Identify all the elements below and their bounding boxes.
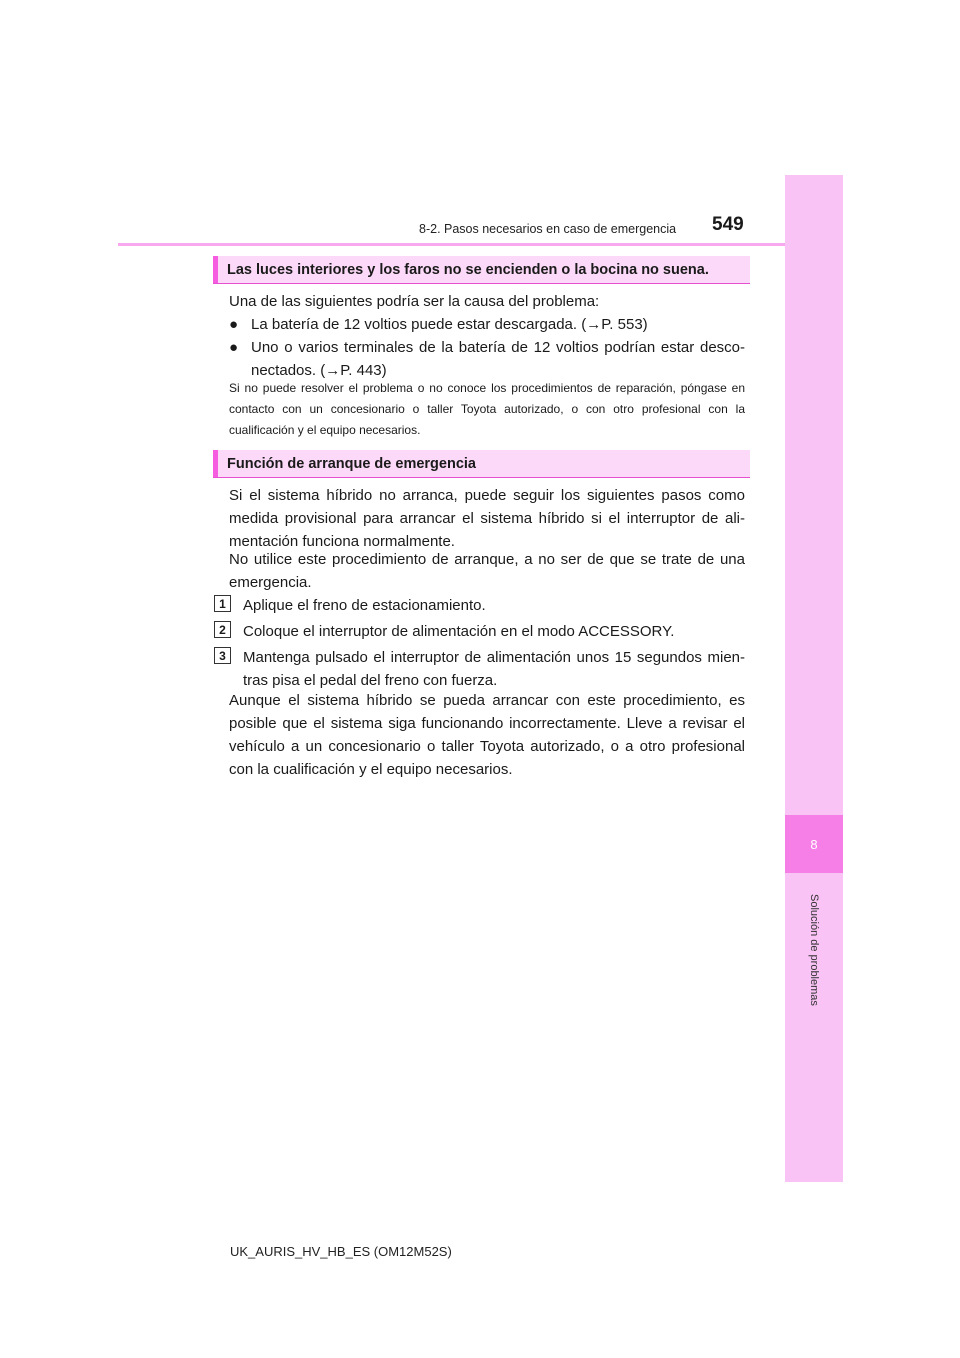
side-tab: [785, 175, 843, 1182]
section-heading-text: Función de arranque de emergencia: [227, 455, 476, 472]
paragraph: Si el sistema híbrido no arranca, puede seguir los siguientes pasos como medida provisional para arrancar el sistema híbrido si el interruptor de ali-mentación funciona normalmente.: [229, 487, 745, 550]
header-rule: [118, 243, 785, 246]
section-heading-emergency-start: [213, 450, 750, 478]
step-text: Aplique el freno de estacionamiento.: [243, 597, 486, 614]
step-number-badge: 1: [214, 595, 231, 612]
list-item-text: Uno o varios terminales de la batería de 12 voltios podrían estar desco-nectados. (→P. 443): [251, 339, 745, 379]
list-item: [229, 313, 745, 336]
step-number-badge: 3: [214, 647, 231, 664]
section-heading-lights: [213, 256, 750, 284]
paragraph: Aunque el sistema híbrido se pueda arrancar con este procedimiento, es posible que el sistema siga funcionando incorrectamente. Lleve a revisar el vehículo a un concesionario o taller Toyota autorizado, o a otro profesional con la cualificación y el equipo necesarios.: [229, 692, 745, 778]
step-text: Mantenga pulsado el interruptor de alimentación unos 15 segundos mien-tras pisa el pedal del freno con fuerza.: [243, 649, 745, 689]
intro-text: Una de las siguientes podría ser la causa del problema:: [229, 293, 600, 310]
bullet-icon: ●: [229, 316, 239, 333]
bullet-icon: ●: [229, 339, 239, 356]
section-heading-text: Las luces interiores y los faros no se encienden o la bocina no suena.: [227, 261, 709, 278]
list-item-text: La batería de 12 voltios puede estar descargada. (→P. 553): [251, 316, 648, 333]
note-text: Si no puede resolver el problema o no conoce los procedimientos de reparación, póngase en contacto con un concesionario o taller Toyota autorizado, o con otro profesional con la cualificación y el equipo necesarios.: [229, 381, 745, 437]
page-number: 549: [712, 214, 744, 235]
paragraph: No utilice este procedimiento de arranque, a no ser de que se trate de una emergencia.: [229, 551, 745, 591]
chapter-number: 8: [785, 815, 843, 873]
list-item: [229, 336, 745, 382]
step-number-badge: 2: [214, 621, 231, 638]
step-text: Coloque el interruptor de alimentación en el modo ACCESSORY.: [243, 623, 675, 640]
chapter-label: Solución de problemas: [808, 894, 820, 1006]
header-section-title: 8-2. Pasos necesarios en caso de emergencia: [419, 222, 677, 236]
document-code: UK_AURIS_HV_HB_ES (OM12M52S): [230, 1244, 452, 1259]
